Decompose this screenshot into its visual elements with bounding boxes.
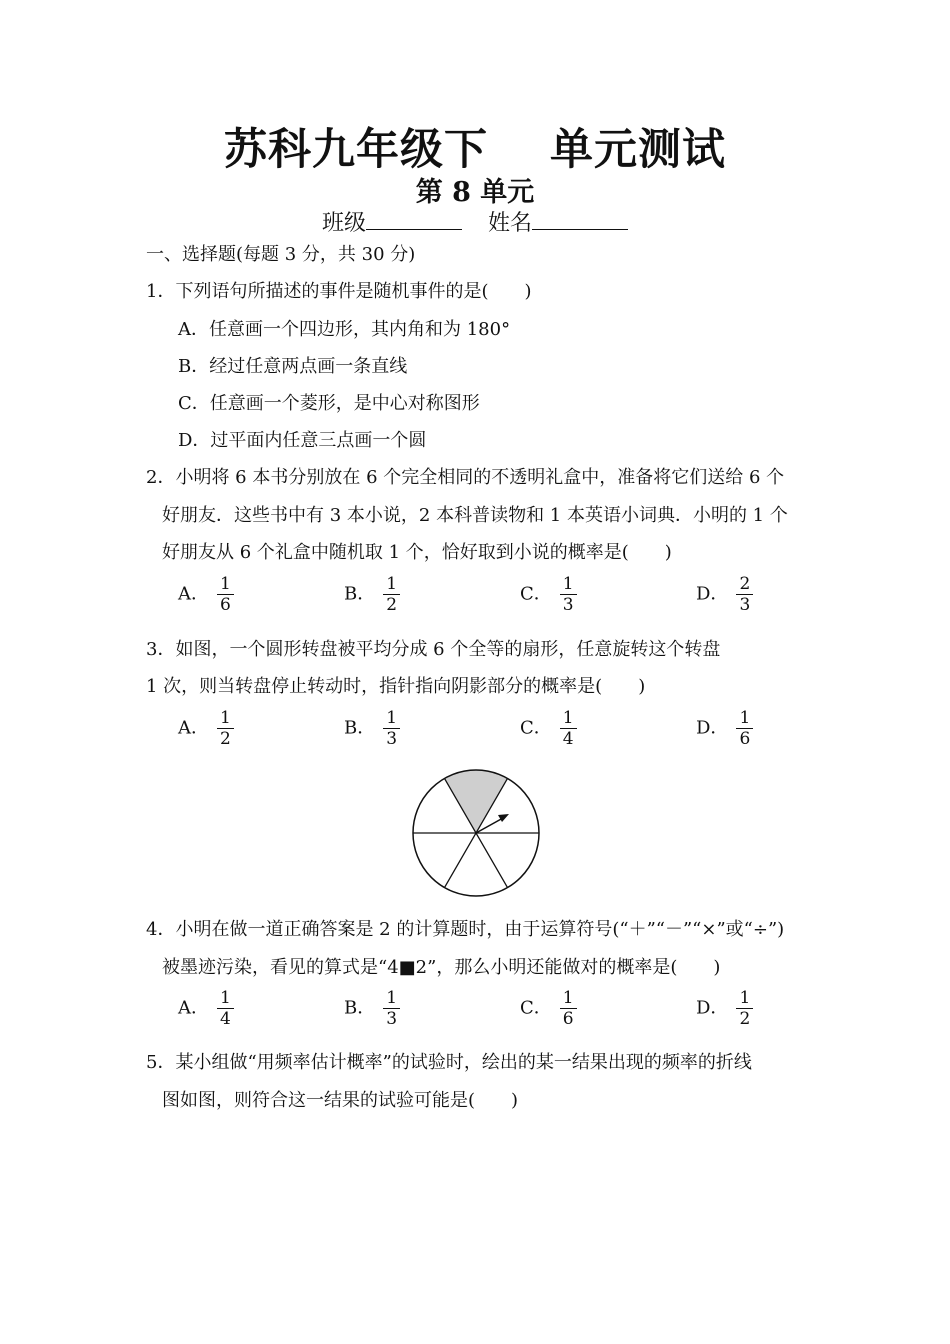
q1-option-d: D．过平面内任意三点画一个圆	[178, 430, 427, 451]
class-blank[interactable]	[366, 209, 462, 230]
spinner-figure	[405, 762, 547, 904]
fraction: $\frac{1}{6}$	[217, 574, 234, 615]
fraction: $\frac{1}{3}$	[383, 708, 400, 749]
name-label: 姓名	[488, 211, 533, 236]
shaded-sector	[445, 770, 508, 833]
question-2-stem-line-1: 2．小明将 6 本书分别放在 6 个完全相同的不透明礼盒中，准备将它们送给 6 个	[146, 467, 785, 488]
q4-option-a: A． $\frac{1}{4}$	[178, 988, 234, 1029]
question-5-stem-line-1: 5．某小组做“用频率估计概率”的试验时，绘出的某一结果出现的频率的折线	[146, 1052, 752, 1073]
q1-option-a: A．任意画一个四边形，其内角和为 180°	[178, 319, 511, 340]
q4-option-c: C． $\frac{1}{6}$	[520, 988, 577, 1029]
fraction: $\frac{1}{3}$	[560, 574, 577, 615]
q1-option-c: C．任意画一个菱形，是中心对称图形	[178, 393, 480, 414]
q3-option-c: C． $\frac{1}{4}$	[520, 708, 577, 749]
question-3-stem-line-1: 3．如图，一个圆形转盘被平均分成 6 个全等的扇形，任意旋转这个转盘	[146, 639, 721, 660]
question-3-stem-line-2: 1 次，则当转盘停止转动时，指针指向阴影部分的概率是( )	[146, 676, 646, 697]
title-left: 苏科九年级下	[224, 125, 488, 175]
section-heading: 一、选择题(每题 3 分，共 30 分)	[146, 244, 416, 265]
q4-option-d: D． $\frac{1}{2}$	[696, 988, 753, 1029]
pointer-arrow-icon	[498, 814, 509, 822]
fraction: $\frac{2}{3}$	[736, 574, 753, 615]
question-4-stem-line-2: 被墨迹污染，看见的算式是“4■2”，那么小明还能做对的概率是( )	[162, 957, 721, 978]
fraction: $\frac{1}{4}$	[560, 708, 577, 749]
q2-option-d: D． $\frac{2}{3}$	[696, 574, 753, 615]
q2-option-c: C． $\frac{1}{3}$	[520, 574, 577, 615]
unit-subtitle: 第 8 单元	[415, 177, 535, 208]
fraction: $\frac{1}{6}$	[736, 708, 753, 749]
fraction: $\frac{1}{6}$	[560, 988, 577, 1029]
fraction: $\frac{1}{2}$	[383, 574, 400, 615]
student-info-row	[0, 206, 950, 237]
q3-option-a: A． $\frac{1}{2}$	[178, 708, 234, 749]
q2-option-b: B． $\frac{1}{2}$	[344, 574, 400, 615]
q2-option-a: A． $\frac{1}{6}$	[178, 574, 234, 615]
q3-option-b: B． $\frac{1}{3}$	[344, 708, 400, 749]
question-2-stem-line-2: 好朋友．这些书中有 3 本小说，2 本科普读物和 1 本英语小词典．小明的 1 个	[162, 505, 788, 526]
page-title	[0, 116, 950, 177]
fraction: $\frac{1}{2}$	[217, 708, 234, 749]
question-4-stem-line-1: 4．小明在做一道正确答案是 2 的计算题时，由于运算符号(“＋”“－”“×”或“÷”)	[146, 919, 785, 940]
fraction: $\frac{1}{3}$	[383, 988, 400, 1029]
question-5-stem-line-2: 图如图，则符合这一结果的试验可能是( )	[162, 1090, 519, 1111]
title-right: 单元测试	[550, 125, 726, 175]
fraction: $\frac{1}{4}$	[217, 988, 234, 1029]
question-2-stem-line-3: 好朋友从 6 个礼盒中随机取 1 个，恰好取到小说的概率是( )	[162, 542, 672, 563]
q1-option-b: B．经过任意两点画一条直线	[178, 356, 408, 377]
q4-option-b: B． $\frac{1}{3}$	[344, 988, 400, 1029]
class-label: 班级	[321, 211, 366, 236]
question-1-stem: 1．下列语句所描述的事件是随机事件的是( )	[146, 281, 532, 302]
name-blank[interactable]	[532, 209, 628, 230]
q3-option-d: D． $\frac{1}{6}$	[696, 708, 753, 749]
fraction: $\frac{1}{2}$	[736, 988, 753, 1029]
